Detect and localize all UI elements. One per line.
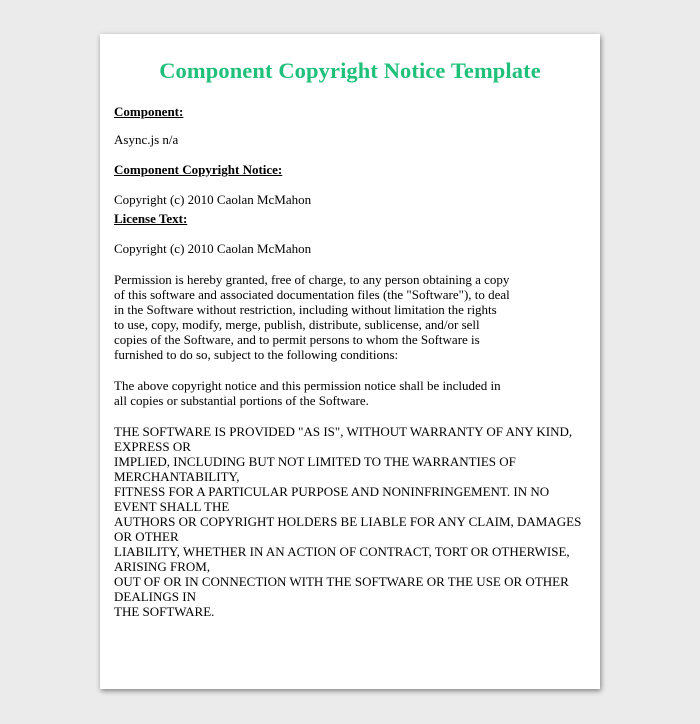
document-body	[114, 104, 594, 619]
notice-value: Copyright (c) 2010 Caolan McMahon	[114, 192, 312, 207]
license-heading: License Text:	[114, 211, 188, 226]
permission-paragraph: Permission is hereby granted, free of charge, to any person obtaining a copy of this software and associated documentation files (the "Software"), to deal in the Software without restriction, including without limitation the rights to use, copy, modify, merge, publish, distribute, sublicense, and/or sell copies of the Software, and to permit persons to whom the Software is furnished to do so, subject to the following conditions:	[114, 272, 510, 362]
page-title: Component Copyright Notice Template	[159, 58, 541, 83]
component-value: Async.js n/a	[114, 132, 179, 147]
notice-heading: Component Copyright Notice:	[114, 162, 283, 177]
warranty-paragraph: THE SOFTWARE IS PROVIDED "AS IS", WITHOUT WARRANTY OF ANY KIND, EXPRESS OR IMPLIED, INCLUDING BUT NOT LIMITED TO THE WARRANTIES OF MERCHANTABILITY, FITNESS FOR A PARTICULAR PURPOSE AND NONINFRINGEMENT. IN NO EVENT SHALL THE AUTHORS OR COPYRIGHT HOLDERS BE LIABLE FOR ANY CLAIM, DAMAGES OR OTHER LIABILITY, WHETHER IN AN ACTION OF CONTRACT, TORT OR OTHERWISE, ARISING FROM, OUT OF OR IN CONNECTION WITH THE SOFTWARE OR THE USE OR OTHER DEALINGS IN THE SOFTWARE.	[114, 424, 582, 619]
notice-inclusion-paragraph: The above copyright notice and this permission notice shall be included in all copies or substantial portions of the Software.	[114, 378, 501, 408]
document-page	[100, 34, 600, 689]
component-heading: Component:	[114, 104, 184, 119]
license-copyright: Copyright (c) 2010 Caolan McMahon	[114, 241, 312, 256]
